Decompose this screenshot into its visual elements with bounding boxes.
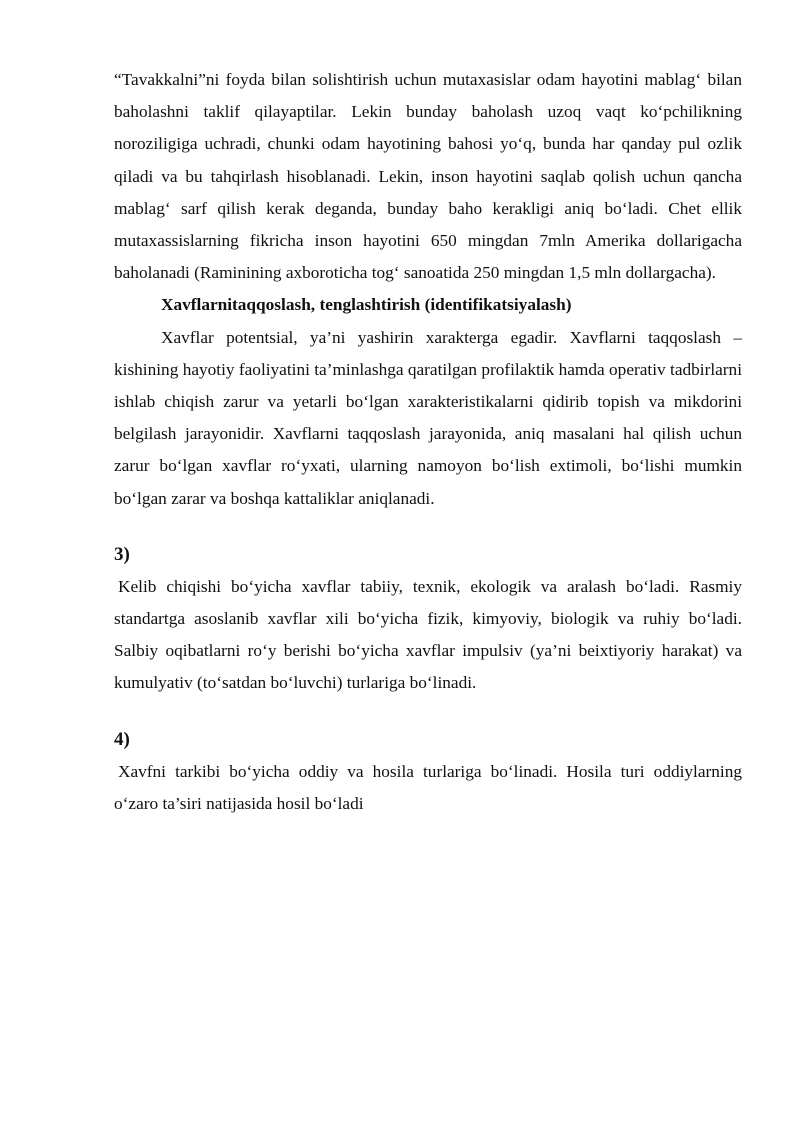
document-page bbox=[114, 64, 742, 820]
paragraph-hazard-comparison: Xavflar potentsial, ya’ni yashirin xarakterga egadir. Xavflarni taqqoslash – kishining hayotiy faoliyatini ta’minlashga qaratilgan profilaktik hamda operativ tadbirlarni ishlab chiqish zarur va yetarli bo‘lgan xarakteristikalarni qidirib topish va mikdorini belgilash jarayonidir. Xavflarni taqqoslash jarayonida, aniq masalani hal qilish uchun zarur bo‘lgan xavflar ro‘yxati, ularning namoyon bo‘lish extimoli, bo‘lishi mumkin bo‘lgan zarar va boshqa kattaliklar aniqlanadi. bbox=[114, 327, 742, 508]
section-4-number: 4) bbox=[114, 728, 130, 750]
spacer bbox=[114, 515, 742, 539]
section-3-text: Kelib chiqishi bo‘yicha xavflar tabiiy, texnik, ekologik va aralash bo‘ladi. Rasmiy standartga asoslanib xavflar xili bo‘yicha fizik, kimyoviy, biologik va ruhiy bo‘ladi. Salbiy oqibatlarni ro‘y berishi bo‘yicha xavflar impulsiv (ya’ni beixtiyoriy harakat) va kumulyativ (to‘satdan bo‘luvchi) turlariga bo‘linadi. bbox=[114, 576, 742, 693]
section-3-number: 3) bbox=[114, 543, 130, 565]
spacer bbox=[114, 700, 742, 724]
paragraph-valuation: “Tavakkalni”ni foyda bilan solishtirish uchun mutaxasislar odam hayotini mablag‘ bilan baholashni taklif qilayaptilar. Lekin bunday baholash uzoq vaqt ko‘pchilikning noroziligiga uchradi, chunki odam hayotining bahosi yo‘q, bunda har qanday pul ozlik qiladi va bu tahqirlash hisoblanadi. Lekin, inson hayotini saqlab qolish uchun qancha mablag‘ sarf qilish kerak deganda, bunday baho kerakligi aniq bo‘ladi. Chet ellik mutaxassislarning fikricha inson hayotini 650 mingdan 7mln Amerika dollarigacha baholanadi (Raminining axboroticha tog‘ sanoatida 250 mingdan 1,5 mln dollargacha). bbox=[114, 70, 742, 283]
section-4-text: Xavfni tarkibi bo‘yicha oddiy va hosila turlariga bo‘linadi. Hosila turi oddiylarning o‘zaro ta’siri natijasida hosil bo‘ladi bbox=[114, 761, 742, 813]
subheading-hazard-identification: Xavflarnitaqqoslash, tenglashtirish (identifikatsiyalash) bbox=[161, 295, 572, 315]
